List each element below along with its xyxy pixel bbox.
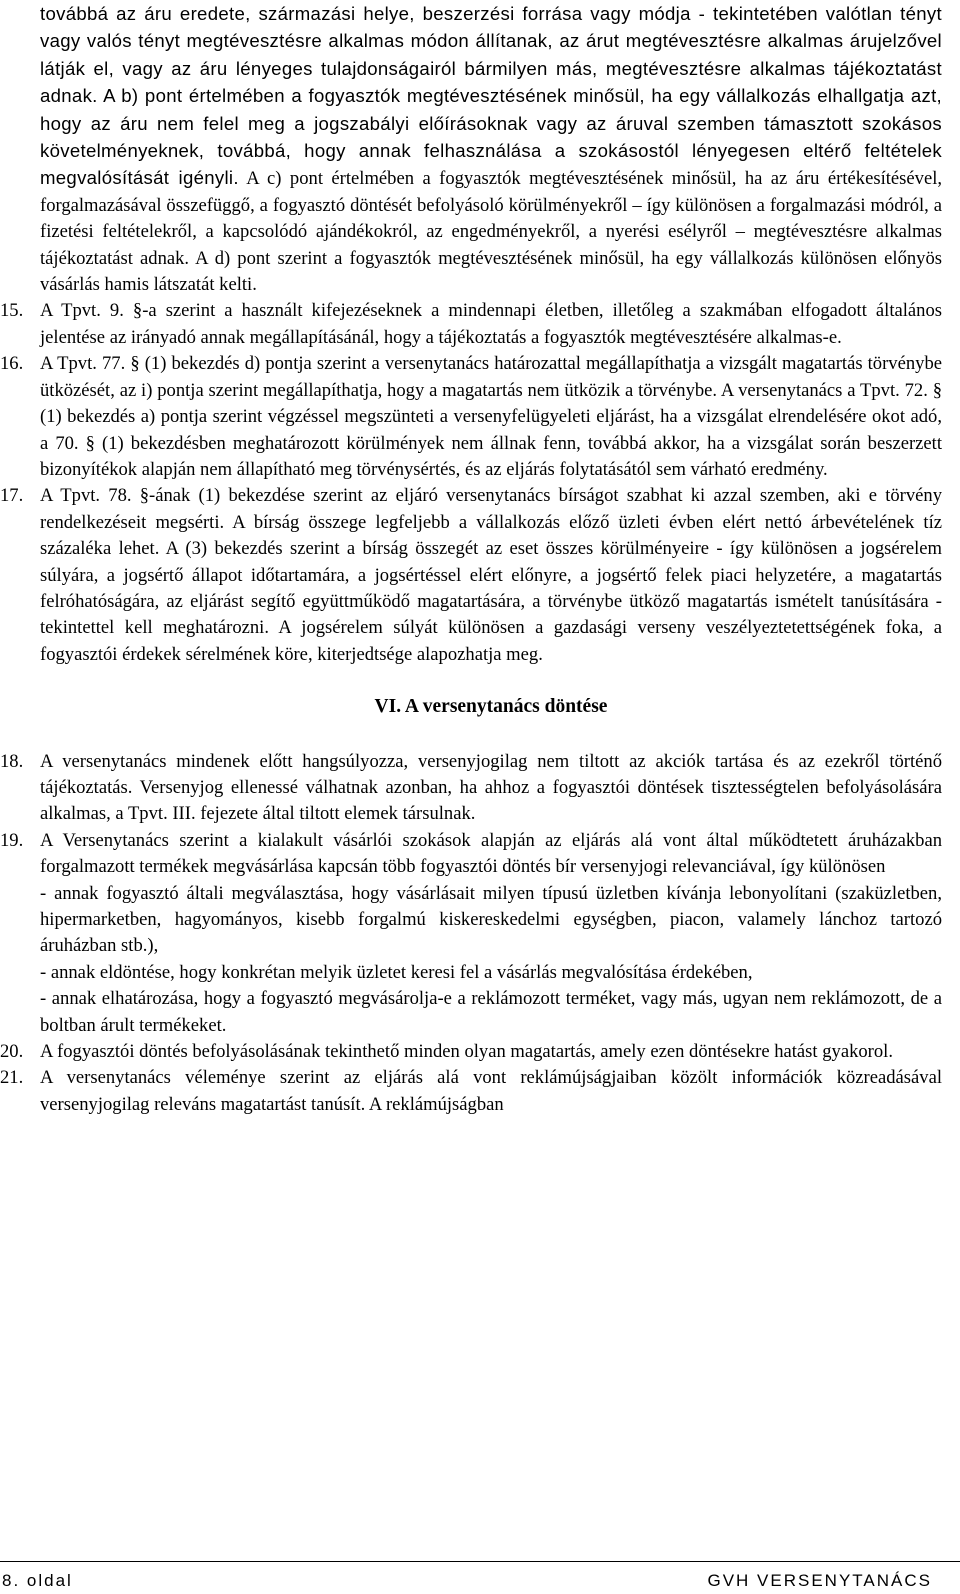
item-text: A Tpvt. 77. § (1) bekezdés d) pontja szerint a versenytanács határozattal megállapíthatja a vizsgált magatartás törvénybe ütközését, az i) pontja szerint megállapíthatja, hogy a magatartás nem ütközik a törvénybe. A versenytanács a Tpvt. 72. § (1) bekezdés a) pontja szerint végzéssel megszünteti a versenyfelügyeleti eljárást, ha a vizsgálat elrendelésére okot adó, a 70. § (1) bekezdésben meghatározott körülmények nem állnak fenn, továbbá akkor, ha a vizsgálat során beszerzett bizonyítékok alapján nem állapítható meg törvénysértés, és az eljárás folytatásától sem várható eredmény. (40, 353, 942, 480)
section-heading: VI. A versenytanács döntése (374, 696, 608, 718)
item-number: 17. (0, 485, 24, 507)
item-text: A versenytanács mindenek előtt hangsúlyozza, versenyjogilag nem tiltott az akciók tartása és az ezekről történő tájékoztatás. Versenyjog ellenessé válhatnak azonban, ha ahhoz a fogyasztói döntések tisztességtelen befolyásolására alkalmas, a Tpvt. III. fejezete által tiltott elemek társulnak. (40, 750, 942, 825)
document-body (0, 1, 943, 1118)
list-item-15 (0, 298, 942, 351)
page-number: 8. oldal (2, 1571, 73, 1590)
list-item-20 (0, 1039, 942, 1065)
opening-serif-text: A c) pont értelmében a fogyasztók megtévesztésének minősül, ha az áru értékesítésével, forgalmazásával összefüggő, a fogyasztó döntését befolyásoló körülményekről – így különösen a forgalmazási módról, a fizetési feltételekről, a kapcsolódó ajándékokról, az engedményekről, a nyerési esélyről – megtévesztésre alkalmas tájékoztatást adnak. A d) pont szerint a fogyasztók megtévesztésének minősül, ha egy vállalkozás különösen előnyös vásárlás hamis látszatát kelti. (40, 168, 943, 296)
item-text: A versenytanács véleménye szerint az eljárás alá vont reklámújságjaiban közölt információk közreadásával versenyjogilag releváns magatartást tanúsít. A reklámújságban (40, 1067, 942, 1115)
item-text: A Versenytanács szerint a kialakult vásárlói szokások alapján az eljárás alá vont által működtetett áruházakban forgalmazott termékek megvásárlása kapcsán több fogyasztói döntés bír versenyjogi relevanciával, így különösen (40, 829, 942, 878)
item-text: A Tpvt. 9. §-a szerint a használt kifejezéseknek a mindennapi életben, illetőleg a szakmában elfogadott általános jelentése az irányadó annak megállapításánál, hogy a tájékoztatás a fogyasztók megtévesztésére alkalmas-e. (40, 300, 942, 348)
item-content (40, 828, 942, 1039)
list-item-16 (0, 351, 942, 483)
list-item-19 (0, 828, 942, 1039)
dash-item-3: - annak elhatározása, hogy a fogyasztó megvásárolja-e a reklámozott terméket, vagy más, ugyan nem reklámozott, de a boltban árult termékeket. (40, 988, 942, 1036)
list-item-17 (0, 483, 942, 668)
opening-paragraph (40, 1, 942, 298)
list-item-18 (0, 749, 942, 828)
footer-divider (0, 1561, 960, 1562)
item-number: 16. (0, 353, 24, 375)
item-text: A fogyasztói döntés befolyásolásának tekinthető minden olyan magatartás, amely ezen döntésekre hatást gyakorol. (40, 1041, 893, 1063)
dash-item-2: - annak eldöntése, hogy konkrétan melyik üzletet keresi fel a vásárlás megvalósítása érdekében, (40, 961, 753, 983)
list-item-21 (0, 1065, 942, 1118)
footer-organization: GVH VERSENYTANÁCS (707, 1571, 932, 1590)
item-number: 21. (0, 1067, 24, 1089)
item-number: 19. (0, 829, 24, 851)
item-text: A Tpvt. 78. §-ának (1) bekezdése szerint az eljáró versenytanács bírságot szabhat ki azzal szemben, aki e törvény rendelkezéseit megsérti. A bírság összege legfeljebb a vállalkozás előző üzleti évben elért nettó árbevételének tíz százaléka lehet. A (3) bekezdés szerint a bírság összegét az eset összes körülményeire - így különösen a jogsérelem súlyára, a jogsértő állapot időtartamára, a jogsértéssel elért előnyre, a jogsértő felek piaci helyzetére, a magatartás felróhatóságára, az eljárást segítő együttműködő magatartására, a törvénybe ütköző magatartás ismételt tanúsítására - tekintettel kell meghatározni. A jogsérelem súlyát különösen a gazdasági verseny veszélyeztetettségének foka, a fogyasztói érdekek sérelmének köre, kiterjedtsége alapozhatja meg. (40, 485, 942, 665)
opening-sans-text: továbbá az áru eredete, származási helye, beszerzési forrása vagy módja - tekintetében valótlan tényt vagy valós tényt megtévesztésre alkalmas módon állítanak, az árut megtévesztésre alkalmas árujelzővel látják el, vagy az áru lényeges tulajdonságairól bármilyen más, megtévesztésre alkalmas tájékoztatást adnak. A b) pont értelmében a fogyasztók megtévesztésének minősül, ha egy vállalkozás elhallgatja azt, hogy az áru nem felel meg a jogszabályi előírásoknak vagy az áruval szemben támasztott szokásos követelményeknek, továbbá, hogy annak felhasználása a szokásostól lényegesen eltérő feltételek megvalósítását igényli. (40, 3, 942, 189)
item-number: 20. (0, 1041, 24, 1063)
item-number: 15. (0, 300, 24, 322)
dash-item-1: - annak fogyasztó általi megválasztása, hogy vásárlásait milyen típusú üzletben kívánja lebonyolítani (szaküzletben, hipermarketben, hagyományos, kisebb forgalmú kiskereskedelmi egységben, piacon, valamely lánchoz tartozó áruházban stb.), (40, 882, 942, 957)
item-number: 18. (0, 750, 24, 772)
